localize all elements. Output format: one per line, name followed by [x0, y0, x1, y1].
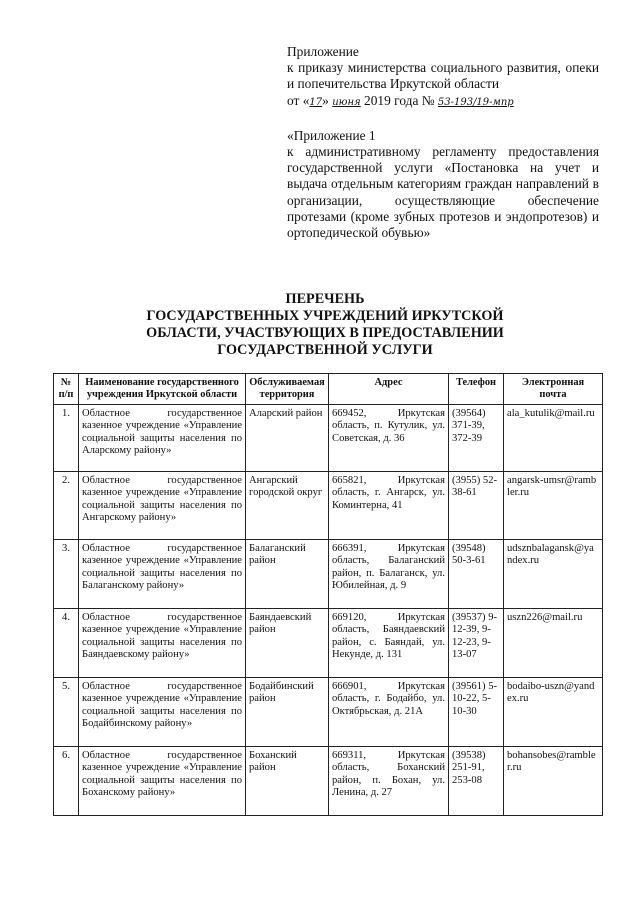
- document-header: [287, 44, 599, 241]
- table-row: [54, 677, 603, 746]
- cell-territory: Боханский район: [246, 746, 329, 815]
- cell-email: udsznbalagansk@yandex.ru: [504, 539, 603, 608]
- title-line: ПЕРЕЧЕНЬ: [285, 291, 365, 307]
- cell-address: 665821, Иркутская область, г. Ангарск, ул. Коминтерна, 41: [329, 471, 449, 539]
- cell-address: 669120, Иркутская область, Баяндаевский район, с. Баяндай, ул. Некунде, д. 131: [329, 608, 449, 677]
- order-reference: к приказу министерства социального развития, опеки и попечительства Иркутской области: [287, 60, 599, 92]
- header-num: № п/п: [54, 374, 79, 405]
- cell-territory: Балаганский район: [246, 539, 329, 608]
- cell-email: bodaibo-uszn@yandex.ru: [504, 677, 603, 746]
- handwritten-month: июня: [332, 96, 361, 108]
- cell-email: bohansobes@rambler.ru: [504, 746, 603, 815]
- table-row: [54, 539, 603, 608]
- cell-phone: (39561) 5-10-22, 5-10-30: [449, 677, 504, 746]
- table-header-row: [54, 374, 603, 405]
- cell-address: 669311, Иркутская область, Боханский район, п. Бохан, ул. Ленина, д. 27: [329, 746, 449, 815]
- handwritten-order-number: 53-193/19-мпр: [437, 96, 514, 108]
- cell-phone: (39538) 251-91, 253-08: [449, 746, 504, 815]
- cell-name: Областное государственное казенное учреждение «Управление социальной защиты населения по Аларскому району»: [79, 404, 246, 471]
- table-row: [54, 471, 603, 539]
- header-name: Наименование государственного учреждения Иркутской области: [79, 374, 246, 405]
- header-email: Электронная почта: [504, 374, 603, 405]
- document-title: [100, 291, 550, 359]
- appendix-label: Приложение: [287, 44, 359, 59]
- cell-name: Областное государственное казенное учреждение «Управление социальной защиты населения по Баяндаевскому району»: [79, 608, 246, 677]
- header-address: Адрес: [329, 374, 449, 405]
- title-line: ГОСУДАРСТВЕННЫХ УЧРЕЖДЕНИЙ ИРКУТСКОЙ: [146, 308, 504, 324]
- cell-num: 6.: [54, 746, 79, 815]
- table-row: [54, 746, 603, 815]
- cell-name: Областное государственное казенное учреждение «Управление социальной защиты населения по Бодайбинскому району»: [79, 677, 246, 746]
- table-row: [54, 608, 603, 677]
- annex-title: «Приложение 1: [287, 127, 376, 143]
- cell-email: angarsk-umsr@rambler.ru: [504, 471, 603, 539]
- cell-name: Областное государственное казенное учреждение «Управление социальной защиты населения по Ангарскому району»: [79, 471, 246, 539]
- annex-description: к административному регламенту предоставления государственной услуги «Постановка на учет и выдача отдельным категориям граждан направлений в организации, осуществляющие обеспечение протезами (кроме зубных протезов и эндопротезов) и ортопедической обувью»: [287, 144, 599, 241]
- handwritten-day: 17: [309, 96, 323, 108]
- cell-email: ala_kutulik@mail.ru: [504, 404, 603, 471]
- header-phone: Телефон: [449, 374, 504, 405]
- cell-address: 669452, Иркутская область, п. Кутулик, ул. Советская, д. 36: [329, 404, 449, 471]
- cell-phone: (39548) 50-3-61: [449, 539, 504, 608]
- cell-phone: (3955) 52-38-61: [449, 471, 504, 539]
- cell-num: 4.: [54, 608, 79, 677]
- cell-territory: Аларский район: [246, 404, 329, 471]
- title-line: ГОСУДАРСТВЕННОЙ УСЛУГИ: [217, 342, 433, 358]
- header-territory: Обслуживаемая территория: [246, 374, 329, 405]
- cell-address: 666901, Иркутская область, г. Бодайбо, ул. Октябрьская, д. 21А: [329, 677, 449, 746]
- table-row: [54, 404, 603, 471]
- institutions-table: [53, 373, 603, 816]
- order-date-line: от «17» июня 2019 года № 53-193/19-мпр: [287, 92, 514, 108]
- cell-name: Областное государственное казенное учреждение «Управление социальной защиты населения по Балаганскому району»: [79, 539, 246, 608]
- cell-email: uszn226@mail.ru: [504, 608, 603, 677]
- cell-name: Областное государственное казенное учреждение «Управление социальной защиты населения по Боханскому району»: [79, 746, 246, 815]
- cell-num: 3.: [54, 539, 79, 608]
- cell-phone: (39537) 9-12-39, 9-12-23, 9-13-07: [449, 608, 504, 677]
- cell-num: 2.: [54, 471, 79, 539]
- cell-territory: Баяндаевский район: [246, 608, 329, 677]
- cell-address: 666391, Иркутская область, Балаганский район, п. Балаганск, ул. Юбилейная, д. 9: [329, 539, 449, 608]
- cell-phone: (39564) 371-39, 372-39: [449, 404, 504, 471]
- cell-territory: Бодайбинский район: [246, 677, 329, 746]
- cell-num: 1.: [54, 404, 79, 471]
- cell-territory: Ангарский городской округ: [246, 471, 329, 539]
- title-line: ОБЛАСТИ, УЧАСТВУЮЩИХ В ПРЕДОСТАВЛЕНИИ: [146, 325, 504, 341]
- cell-num: 5.: [54, 677, 79, 746]
